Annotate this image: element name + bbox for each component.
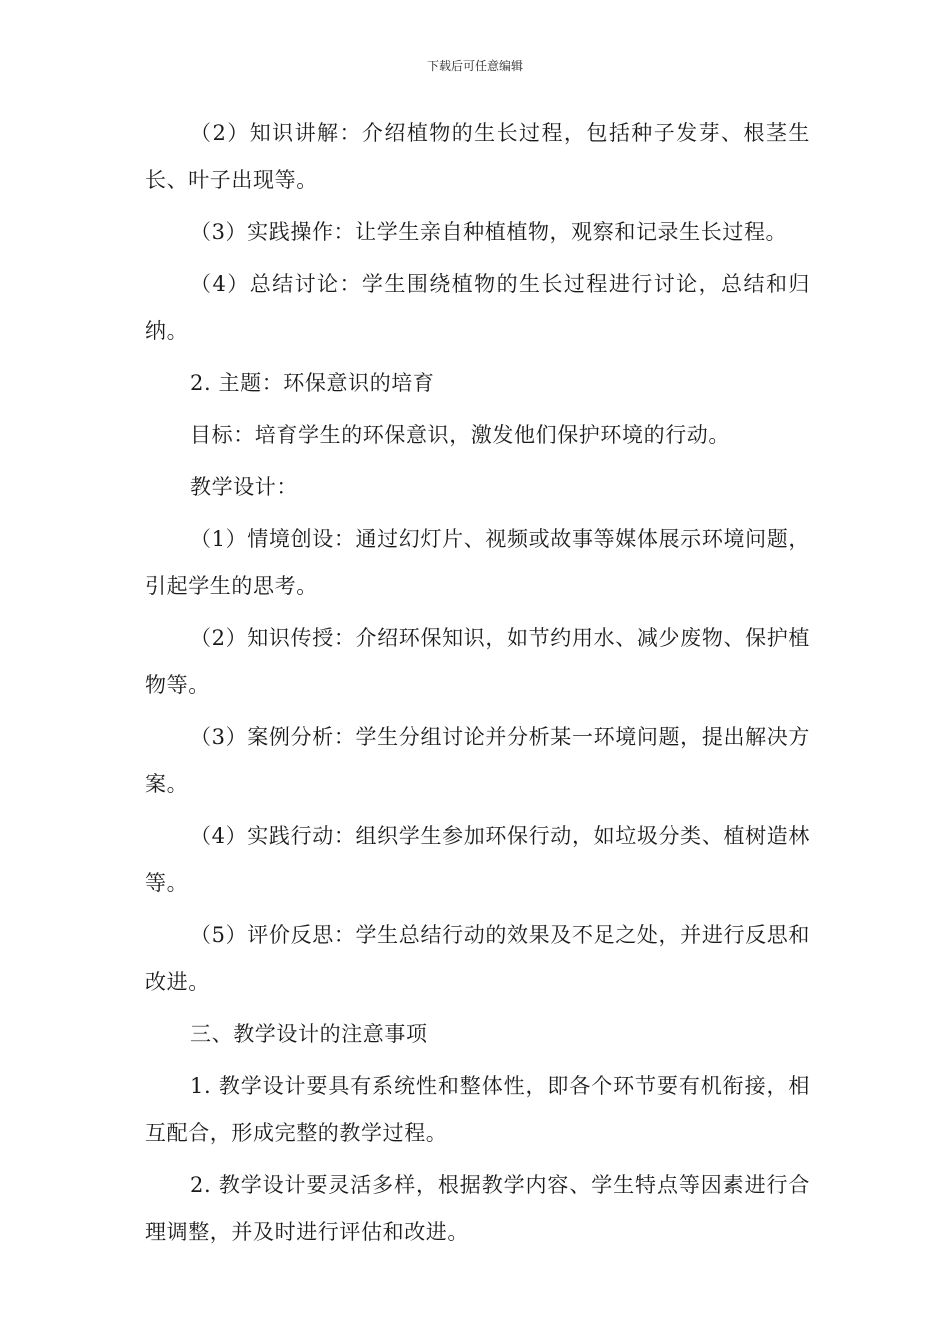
paragraph-summary-discussion: （4）总结讨论：学生围绕植物的生长过程进行讨论，总结和归纳。 <box>145 272 810 343</box>
paragraph-case-analysis: （3）案例分析：学生分组讨论并分析某一环境问题，提出解决方案。 <box>145 725 810 796</box>
paragraph-note-2: 2. 教学设计要灵活多样，根据教学内容、学生特点等因素进行合理调整，并及时进行评估和改进。 <box>145 1173 810 1244</box>
section-heading-theme-2: 2. 主题：环保意识的培育 <box>190 371 435 395</box>
page-header: 下载后可任意编辑 <box>426 59 523 73</box>
paragraph-practice-operation: （3）实践操作：让学生亲自种植植物，观察和记录生长过程。 <box>190 220 788 244</box>
section-heading-notes: 三、教学设计的注意事项 <box>190 1022 428 1046</box>
paragraph-knowledge-lecture: （2）知识讲解：介绍植物的生长过程，包括种子发芽、根茎生长、叶子出现等。 <box>145 121 810 192</box>
document-body <box>145 110 810 1261</box>
paragraph-practice-action: （4）实践行动：组织学生参加环保行动，如垃圾分类、植树造林等。 <box>145 824 810 895</box>
paragraph-situation-creation: （1）情境创设：通过幻灯片、视频或故事等媒体展示环境问题，引起学生的思考。 <box>145 527 810 598</box>
paragraph-goal: 目标：培育学生的环保意识，激发他们保护环境的行动。 <box>190 423 730 447</box>
paragraph-teaching-design-label: 教学设计： <box>190 475 298 499</box>
paragraph-evaluation-reflection: （5）评价反思：学生总结行动的效果及不足之处，并进行反思和改进。 <box>145 923 810 994</box>
paragraph-note-1: 1. 教学设计要具有系统性和整体性，即各个环节要有机衔接，相互配合，形成完整的教学过程。 <box>145 1074 810 1145</box>
paragraph-knowledge-teaching: （2）知识传授：介绍环保知识，如节约用水、减少废物、保护植物等。 <box>145 626 810 697</box>
